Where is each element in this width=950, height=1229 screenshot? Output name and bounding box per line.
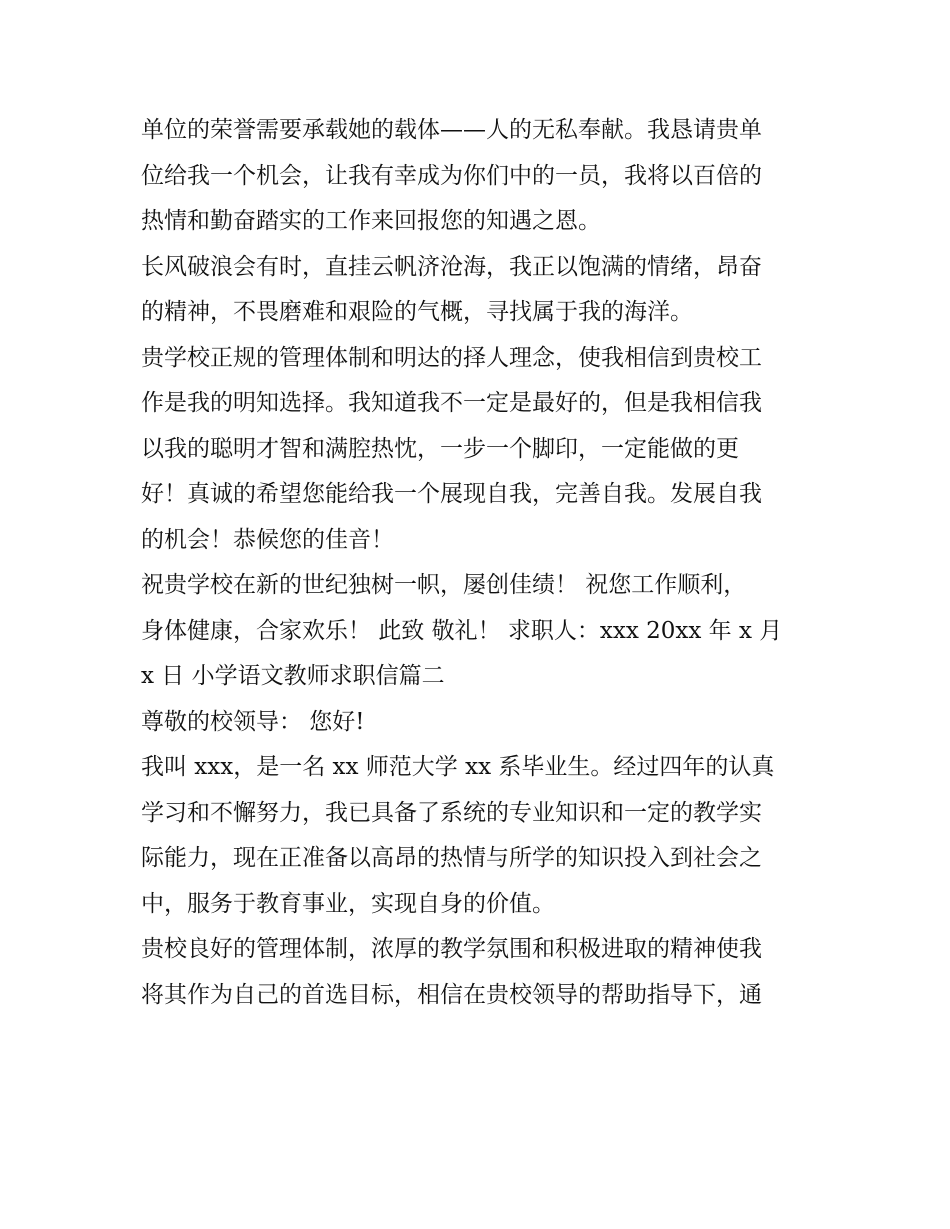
document-body: [141, 108, 821, 1018]
text-line: 好！真诚的希望您能给我一个展现自我，完善自我。发展自我: [141, 481, 762, 507]
text-line: 我叫 xxx，是一名 xx 师范大学 xx 系毕业生。经过四年的认真: [141, 754, 775, 780]
text-line: 长风破浪会有时，直挂云帆济沧海，我正以饱满的情绪，昂奋: [141, 253, 762, 280]
text-line: 的机会！恭候您的佳音！: [141, 526, 394, 553]
text-line: 贵校良好的管理体制，浓厚的教学氛围和积极进取的精神使我: [141, 936, 762, 962]
text-line: 身体健康，合家欢乐！ 此致 敬礼！ 求职人：xxx 20xx 年 x 月: [141, 617, 783, 644]
text-line: 际能力，现在正准备以高昂的热情与所学的知识投入到社会之: [141, 845, 762, 871]
text-line: 以我的聪明才智和满腔热忱，一步一个脚印，一定能做的更: [141, 435, 739, 462]
text-line: 位给我一个机会，让我有幸成为你们中的一员，我将以百倍的: [141, 162, 762, 189]
text-line: x 日 小学语文教师求职信篇二: [141, 663, 445, 689]
text-line: 作是我的明知选择。我知道我不一定是最好的，但是我相信我: [141, 390, 762, 416]
text-line: 将其作为自己的首选目标，相信在贵校领导的帮助指导下，通: [141, 981, 762, 1008]
text-line: 单位的荣誉需要承载她的载体——人的无私奉献。我恳请贵单: [141, 117, 762, 143]
text-line: 的精神，不畏磨难和艰险的气概，寻找属于我的海洋。: [141, 299, 693, 325]
text-line: 贵学校正规的管理体制和明达的择人理念，使我相信到贵校工: [141, 344, 762, 371]
text-line: 学习和不懈努力，我已具备了系统的专业知识和一定的教学实: [141, 799, 762, 826]
text-line: 尊敬的校领导： 您好!: [141, 708, 365, 735]
text-line: 祝贵学校在新的世纪独树一帜，屡创佳绩！ 祝您工作顺利，: [141, 572, 747, 598]
text-line: 中，服务于教育事业，实现自身的价值。: [141, 890, 555, 917]
text-line: 热情和勤奋踏实的工作来回报您的知遇之恩。: [141, 208, 601, 234]
